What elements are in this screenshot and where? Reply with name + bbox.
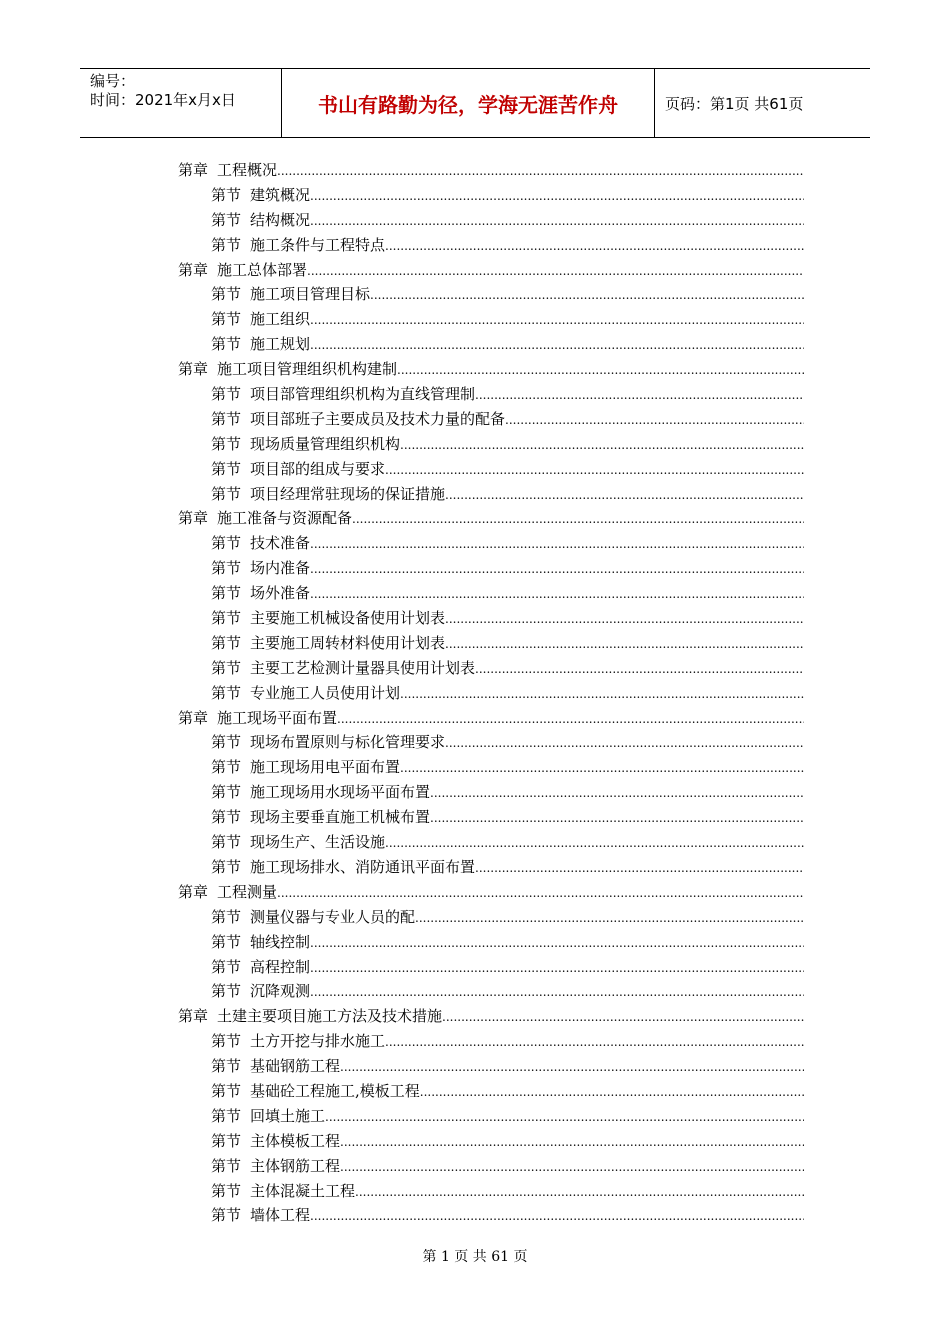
toc-entry-prefix: 第节 (211, 235, 242, 254)
toc-dot-leader (430, 780, 804, 806)
toc-dot-leader (310, 955, 804, 981)
toc-entry-prefix: 第章 (178, 509, 209, 528)
header-motto: 书山有路勤为径，学海无涯苦作舟 (282, 69, 655, 137)
toc-entry-title: 现场布置原则与标化管理要求 (250, 733, 446, 752)
toc-section-entry[interactable] (178, 432, 804, 457)
toc-entry-title: 场外准备 (250, 584, 311, 603)
toc-entry-title: 主体钢筋工程 (250, 1156, 341, 1175)
toc-section-entry[interactable] (178, 581, 804, 606)
toc-section-entry[interactable] (178, 1154, 804, 1179)
toc-dot-leader (310, 930, 804, 956)
toc-section-entry[interactable] (178, 482, 804, 507)
toc-dot-leader (505, 407, 804, 433)
toc-entry-title: 技术准备 (250, 534, 311, 553)
toc-entry-prefix: 第章 (178, 708, 209, 727)
toc-section-entry[interactable] (178, 606, 804, 631)
toc-section-entry[interactable] (178, 905, 804, 930)
toc-dot-leader (340, 1154, 804, 1180)
toc-entry-title: 主体模板工程 (250, 1131, 341, 1150)
toc-dot-leader (310, 556, 804, 582)
toc-entry-title: 主要施工周转材料使用计划表 (250, 633, 446, 652)
toc-entry-title: 主体混凝土工程 (250, 1181, 356, 1200)
toc-entry-prefix: 第节 (211, 434, 242, 453)
toc-section-entry[interactable] (178, 407, 804, 432)
toc-chapter-entry[interactable] (178, 706, 804, 731)
toc-entry-prefix: 第节 (211, 658, 242, 677)
toc-dot-leader (385, 457, 804, 483)
toc-entry-prefix: 第节 (211, 683, 242, 702)
toc-entry-title: 工程测量 (217, 882, 278, 901)
toc-entry-prefix: 第节 (211, 857, 242, 876)
toc-entry-title: 施工项目管理组织机构建制 (217, 360, 398, 379)
toc-chapter-entry[interactable] (178, 880, 804, 905)
toc-dot-leader (475, 382, 804, 408)
toc-dot-leader (310, 208, 804, 234)
toc-entry-prefix: 第节 (211, 1032, 242, 1051)
toc-entry-prefix: 第节 (211, 484, 242, 503)
toc-entry-prefix: 第节 (211, 584, 242, 603)
toc-entry-prefix: 第节 (211, 1081, 242, 1100)
table-of-contents (178, 158, 804, 1228)
toc-dot-leader (310, 307, 804, 333)
toc-entry-prefix: 第节 (211, 459, 242, 478)
toc-section-entry[interactable] (178, 805, 804, 830)
toc-dot-leader (400, 755, 804, 781)
toc-section-entry[interactable] (178, 1029, 804, 1054)
toc-entry-title: 高程控制 (250, 957, 311, 976)
toc-dot-leader (310, 183, 804, 209)
toc-dot-leader (385, 1029, 804, 1055)
toc-section-entry[interactable] (178, 1104, 804, 1129)
toc-entry-prefix: 第章 (178, 882, 209, 901)
toc-section-entry[interactable] (178, 730, 804, 755)
toc-dot-leader (337, 706, 804, 732)
toc-dot-leader (397, 357, 804, 383)
toc-dot-leader (277, 880, 804, 906)
toc-dot-leader (415, 905, 804, 931)
toc-section-entry[interactable] (178, 1054, 804, 1079)
toc-entry-title: 现场质量管理组织机构 (250, 434, 401, 453)
toc-section-entry[interactable] (178, 183, 804, 208)
toc-chapter-entry[interactable] (178, 158, 804, 183)
toc-entry-prefix: 第节 (211, 335, 242, 354)
toc-section-entry[interactable] (178, 930, 804, 955)
toc-entry-prefix: 第节 (211, 982, 242, 1001)
toc-dot-leader (442, 1004, 804, 1030)
toc-entry-prefix: 第节 (211, 285, 242, 304)
toc-entry-title: 工程概况 (217, 161, 278, 179)
toc-section-entry[interactable] (178, 233, 804, 258)
toc-entry-title: 施工现场用电平面布置 (250, 758, 401, 777)
toc-dot-leader (445, 482, 804, 508)
toc-entry-prefix: 第节 (211, 185, 242, 204)
toc-entry-title: 施工现场用水现场平面布置 (250, 783, 431, 802)
toc-entry-title: 基础砼工程施工,模板工程 (250, 1081, 420, 1100)
toc-entry-prefix: 第节 (211, 733, 242, 752)
toc-entry-title: 项目部的组成与要求 (250, 459, 386, 478)
toc-entry-title: 土方开挖与排水施工 (250, 1032, 386, 1051)
header-meta (80, 69, 282, 137)
toc-entry-prefix: 第节 (211, 609, 242, 628)
toc-section-entry[interactable] (178, 1129, 804, 1154)
toc-entry-title: 项目经理常驻现场的保证措施 (250, 484, 446, 503)
toc-entry-prefix: 第节 (211, 1206, 242, 1225)
toc-entry-title: 施工现场平面布置 (217, 708, 338, 727)
toc-entry-title: 测量仪器与专业人员的配 (250, 907, 416, 926)
toc-section-entry[interactable] (178, 457, 804, 482)
toc-entry-title: 施工规划 (250, 335, 311, 354)
toc-dot-leader (310, 581, 804, 607)
toc-entry-prefix: 第节 (211, 534, 242, 553)
toc-entry-title: 现场主要垂直施工机械布置 (250, 808, 431, 827)
toc-section-entry[interactable] (178, 955, 804, 980)
toc-entry-prefix: 第章 (178, 360, 209, 379)
toc-dot-leader (310, 979, 804, 1005)
toc-section-entry[interactable] (178, 208, 804, 233)
toc-chapter-entry[interactable] (178, 506, 804, 531)
toc-chapter-entry[interactable] (178, 258, 804, 283)
toc-dot-leader (370, 282, 804, 308)
toc-entry-title: 项目部管理组织机构为直线管理制 (250, 385, 476, 404)
toc-entry-prefix: 第章 (178, 161, 209, 179)
toc-section-entry[interactable] (178, 382, 804, 407)
toc-entry-prefix: 第节 (211, 957, 242, 976)
toc-dot-leader (340, 1054, 804, 1080)
toc-dot-leader (445, 606, 804, 632)
toc-entry-title: 基础钢筋工程 (250, 1057, 341, 1076)
toc-dot-leader (385, 233, 804, 259)
toc-entry-title: 结构概况 (250, 210, 311, 229)
toc-entry-prefix: 第节 (211, 1181, 242, 1200)
toc-dot-leader (310, 332, 804, 358)
toc-section-entry[interactable] (178, 631, 804, 656)
toc-dot-leader (325, 1104, 804, 1130)
toc-section-entry[interactable] (178, 1203, 804, 1228)
toc-entry-title: 土建主要项目施工方法及技术措施 (217, 1007, 443, 1026)
toc-entry-title: 主要施工机械设备使用计划表 (250, 609, 446, 628)
toc-entry-prefix: 第节 (211, 758, 242, 777)
toc-section-entry[interactable] (178, 282, 804, 307)
toc-dot-leader (400, 681, 804, 707)
toc-entry-prefix: 第章 (178, 260, 209, 279)
toc-section-entry[interactable] (178, 1079, 804, 1104)
toc-entry-title: 主要工艺检测计量器具使用计划表 (250, 658, 476, 677)
toc-dot-leader (310, 1203, 804, 1229)
toc-entry-prefix: 第节 (211, 633, 242, 652)
toc-entry-title: 施工项目管理目标 (250, 285, 371, 304)
toc-entry-prefix: 第节 (211, 385, 242, 404)
toc-dot-leader (400, 432, 804, 458)
toc-entry-prefix: 第节 (211, 559, 242, 578)
toc-dot-leader (475, 855, 804, 881)
toc-entry-title: 施工总体部署 (217, 260, 308, 279)
header-page-info: 页码：第1页 共61页 (665, 94, 804, 113)
toc-dot-leader (310, 531, 804, 557)
toc-dot-leader (352, 506, 804, 532)
toc-dot-leader (307, 258, 804, 284)
toc-section-entry[interactable] (178, 780, 804, 805)
toc-entry-title: 墙体工程 (250, 1206, 311, 1225)
toc-entry-prefix: 第节 (211, 1057, 242, 1076)
toc-dot-leader (355, 1179, 804, 1205)
toc-entry-title: 施工组织 (250, 310, 311, 329)
toc-entry-prefix: 第节 (211, 210, 242, 229)
toc-entry-prefix: 第节 (211, 1106, 242, 1125)
page-header (80, 68, 870, 138)
toc-entry-title: 施工现场排水、消防通讯平面布置 (250, 857, 476, 876)
toc-entry-prefix: 第节 (211, 409, 242, 428)
toc-entry-title: 专业施工人员使用计划 (250, 683, 401, 702)
toc-entry-prefix: 第节 (211, 1156, 242, 1175)
toc-entry-prefix: 第节 (211, 310, 242, 329)
document-number-label: 编号： (90, 72, 136, 90)
toc-entry-title: 建筑概况 (250, 185, 311, 204)
toc-entry-title: 施工条件与工程特点 (250, 235, 386, 254)
toc-dot-leader (420, 1079, 804, 1105)
toc-dot-leader (475, 656, 804, 682)
toc-chapter-entry[interactable] (178, 357, 804, 382)
toc-entry-title: 回填土施工 (250, 1106, 326, 1125)
toc-section-entry[interactable] (178, 830, 804, 855)
document-date-label: 时间：2021年x月x日 (90, 91, 236, 109)
toc-section-entry[interactable] (178, 556, 804, 581)
toc-section-entry[interactable] (178, 681, 804, 706)
toc-section-entry[interactable] (178, 755, 804, 780)
toc-entry-title: 轴线控制 (250, 932, 311, 951)
toc-entry-title: 沉降观测 (250, 982, 311, 1001)
toc-section-entry[interactable] (178, 855, 804, 880)
toc-section-entry[interactable] (178, 1179, 804, 1204)
toc-dot-leader (445, 631, 804, 657)
toc-entry-title: 现场生产、生活设施 (250, 833, 386, 852)
toc-section-entry[interactable] (178, 656, 804, 681)
toc-chapter-entry[interactable] (178, 1004, 804, 1029)
page-footer: 第 1 页 共 61 页 (422, 1249, 528, 1265)
toc-entry-prefix: 第节 (211, 783, 242, 802)
toc-dot-leader (385, 830, 804, 856)
toc-entry-title: 施工准备与资源配备 (217, 509, 353, 528)
toc-entry-title: 场内准备 (250, 559, 311, 578)
toc-dot-leader (445, 730, 804, 756)
toc-dot-leader (277, 158, 804, 184)
toc-entry-title: 项目部班子主要成员及技术力量的配备 (250, 409, 506, 428)
toc-dot-leader (340, 1129, 804, 1155)
toc-entry-prefix: 第节 (211, 833, 242, 852)
toc-section-entry[interactable] (178, 979, 804, 1004)
toc-entry-prefix: 第节 (211, 907, 242, 926)
toc-section-entry[interactable] (178, 307, 804, 332)
toc-dot-leader (430, 805, 804, 831)
toc-section-entry[interactable] (178, 332, 804, 357)
toc-entry-prefix: 第章 (178, 1007, 209, 1026)
toc-section-entry[interactable] (178, 531, 804, 556)
toc-entry-prefix: 第节 (211, 932, 242, 951)
toc-entry-prefix: 第节 (211, 808, 242, 827)
toc-entry-prefix: 第节 (211, 1131, 242, 1150)
